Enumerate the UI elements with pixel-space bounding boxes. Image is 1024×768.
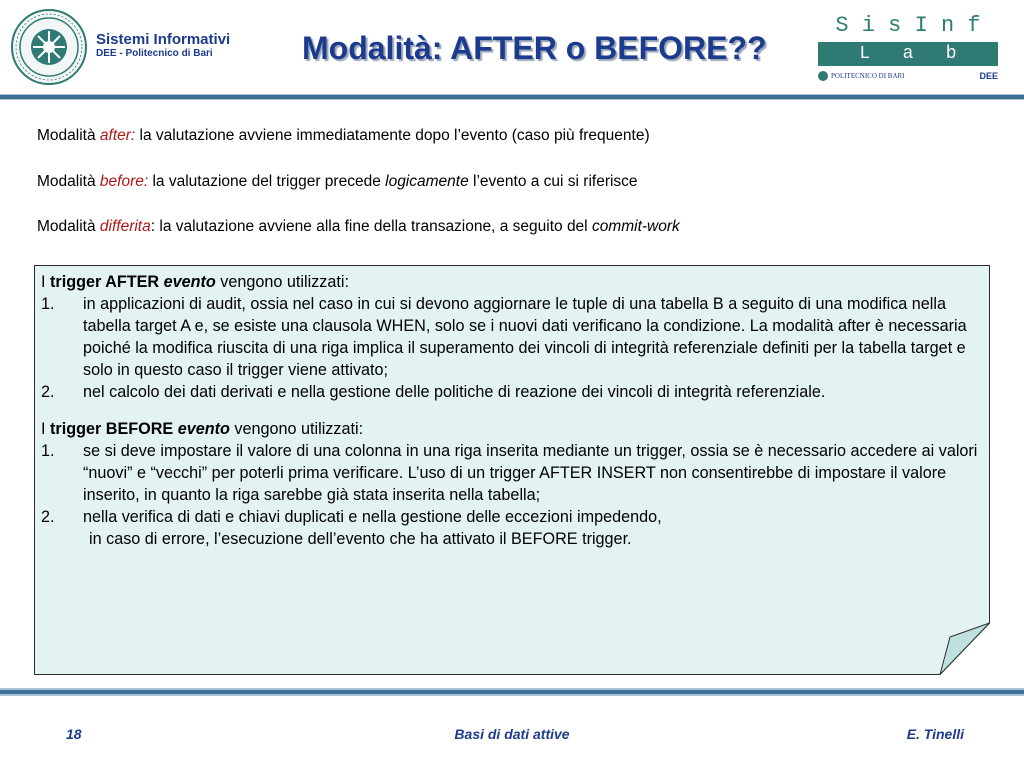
list-number: 1. <box>41 442 55 460</box>
list-item <box>41 506 981 528</box>
intro-sep: : <box>150 218 156 235</box>
intro-prefix: Modalità <box>37 127 100 144</box>
before-list <box>41 440 981 528</box>
footer-course-title: Basi di dati attive <box>454 726 570 742</box>
politecnico-seal-icon <box>818 71 828 81</box>
before-heading-pre: I <box>41 420 50 438</box>
footer-divider <box>0 688 1024 696</box>
list-text: in applicazioni di audit, ossia nel caso in cui si devono aggiornare le tuple di una tabella B a seguito di una modifica nella tabella target A e, se esiste una clausola WHEN, solo se i nuovi dati verificano la condizione. La modalità after è necessaria poiché la modifica riuscita di una riga implica il superamento dei vincoli di integrità referenziale definiti per la tabella target e solo in questo caso il trigger viene attivato; <box>83 295 967 379</box>
brand-title: Sistemi Informativi <box>96 31 231 48</box>
list-item <box>41 440 981 506</box>
intro-line-before <box>37 172 638 192</box>
list-number: 2. <box>41 508 55 526</box>
dee-label: DEE <box>979 71 998 81</box>
header-divider <box>0 94 1024 100</box>
before-heading-post: vengono utilizzati: <box>229 420 364 438</box>
brand-subtitle: DEE - Politecnico di Bari <box>96 48 213 59</box>
sisinf-lab-logo <box>818 14 998 84</box>
intro-line-differita <box>37 217 680 237</box>
list-text: nella verifica di dati e chiavi duplicati e nella gestione delle eccezioni impedendo, <box>83 508 662 526</box>
before-heading-bold: trigger BEFORE <box>50 420 178 438</box>
intro-italic: commit-work <box>591 218 680 235</box>
after-heading-italic: evento <box>163 273 216 291</box>
university-seal-icon <box>10 8 88 86</box>
list-text: se si deve impostare il valore di una colonna in una riga inserita mediante un trigger, ossia se è necessario accedere ai valori “nuovi” e “vecchi” per poterli prima verificare. L’uso di un trigger AFTER INSERT non consentirebbe di impostare il valore inserito, in quanto la riga sarebbe già stata inserita nella tabella; <box>83 442 978 504</box>
list-number: 2. <box>41 383 55 401</box>
brand-block <box>96 31 230 60</box>
sisinf-logo-text: S i s I n f <box>835 13 981 38</box>
note-content <box>41 271 981 550</box>
intro-text: la valutazione del trigger precede <box>148 173 386 190</box>
after-heading <box>41 271 981 293</box>
intro-keyword: after <box>99 127 131 144</box>
list-item <box>41 293 981 381</box>
intro-keyword: before <box>99 173 144 190</box>
after-heading-bold: trigger AFTER <box>50 273 164 291</box>
politecnico-mark <box>818 71 905 81</box>
before-continuation: in caso di errore, l’esecuzione dell’evento che ha attivato il BEFORE trigger. <box>89 530 632 548</box>
spacer <box>41 403 981 418</box>
sisinf-footer <box>818 69 998 83</box>
after-heading-post: vengono utilizzati: <box>215 273 349 291</box>
after-heading-pre: I <box>41 273 50 291</box>
intro-prefix: Modalità <box>37 173 100 190</box>
intro-sep: : <box>143 173 149 190</box>
after-list <box>41 293 981 403</box>
sisinf-lab-band: L a b <box>818 42 998 66</box>
politecnico-label: POLITECNICO DI BARI <box>831 72 905 80</box>
intro-line-after <box>37 126 650 146</box>
before-heading-italic: evento <box>177 420 230 438</box>
intro-keyword: differita <box>99 218 151 235</box>
footer-author: E. Tinelli <box>906 726 964 742</box>
page-number: 18 <box>66 726 82 742</box>
intro-tail: l’evento a cui si riferisce <box>468 173 638 190</box>
list-text: nel calcolo dei dati derivati e nella gestione delle politiche di reazione dei vincoli di integrità referenziale. <box>83 383 826 401</box>
list-number: 1. <box>41 295 55 313</box>
intro-text: la valutazione avviene alla fine della transazione, a seguito del <box>155 218 592 235</box>
intro-text: la valutazione avviene immediatamente dopo l’evento (caso più frequente) <box>135 127 650 144</box>
intro-sep: : <box>130 127 136 144</box>
slide-title: Modalità: AFTER o BEFORE?? <box>302 30 767 66</box>
intro-italic: logicamente <box>385 173 469 190</box>
before-heading <box>41 418 981 440</box>
intro-prefix: Modalità <box>37 218 100 235</box>
list-item <box>41 381 981 403</box>
